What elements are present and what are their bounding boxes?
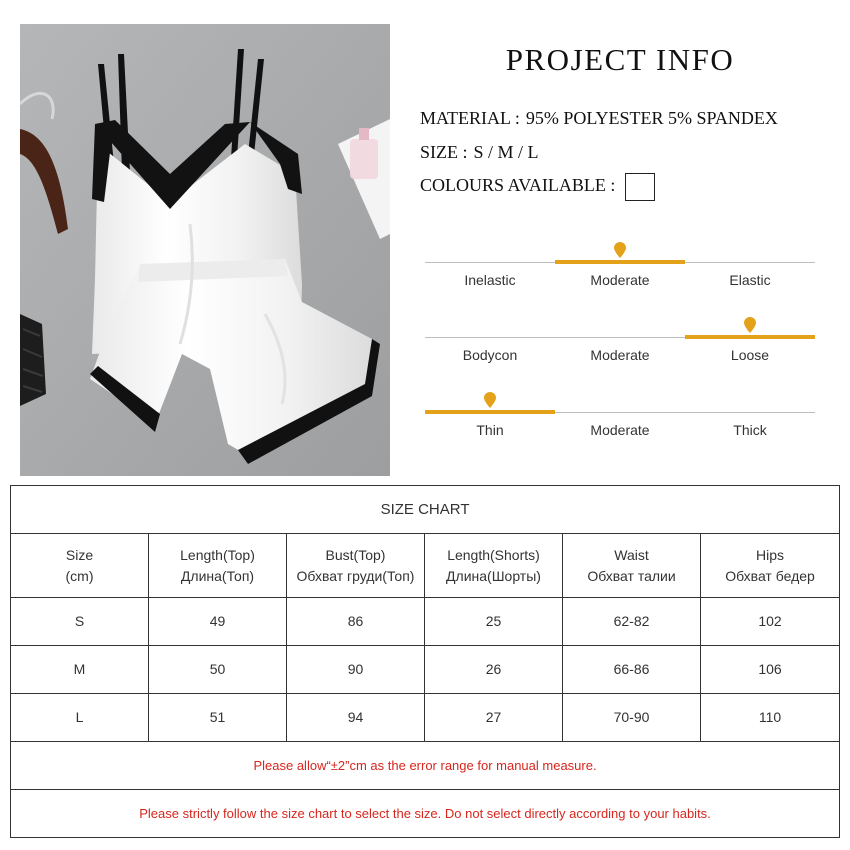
scale-label-low: Thin (476, 422, 504, 438)
table-cell: S (11, 598, 149, 646)
location-pin-icon (744, 317, 756, 333)
scale-label-mid: Moderate (590, 422, 650, 438)
header-en: Size (65, 546, 94, 563)
header-cell-hips (701, 534, 840, 598)
table-cell: 110 (701, 694, 840, 742)
header-en: Waist (614, 546, 649, 563)
size-chart-title: SIZE CHART (11, 486, 840, 534)
table-cell: 50 (149, 646, 287, 694)
scale-label-high: Loose (730, 347, 770, 363)
product-photo (20, 24, 390, 476)
material-label: MATERIAL : (420, 108, 520, 128)
material-value: 95% POLYESTER 5% SPANDEX (525, 108, 778, 128)
scale-label-low: Inelastic (464, 272, 516, 288)
table-cell: 70-90 (563, 694, 701, 742)
fit-scale (425, 337, 815, 377)
material-line (420, 108, 778, 129)
scale-label-low: Bodycon (462, 347, 518, 363)
header-ru: (cm) (65, 567, 94, 584)
header-ru: Длина(Шорты) (446, 567, 541, 584)
table-cell: M (11, 646, 149, 694)
header-en: Length(Shorts) (447, 546, 540, 563)
table-row (11, 598, 840, 646)
table-cell: L (11, 694, 149, 742)
header-ru: Обхват груди(Топ) (296, 567, 415, 584)
size-chart-title-row (11, 486, 840, 534)
scale-highlight (425, 410, 555, 414)
colours-label: COLOURS AVAILABLE : (420, 175, 616, 196)
pajama-set-illustration (20, 24, 390, 476)
size-value: S / M / L (473, 142, 539, 162)
measurement-note-row (11, 742, 840, 790)
table-cell: 51 (149, 694, 287, 742)
size-advice-row (11, 790, 840, 838)
table-cell: 26 (425, 646, 563, 694)
colour-swatch-white[interactable] (625, 173, 655, 201)
table-cell: 27 (425, 694, 563, 742)
colours-line (420, 173, 655, 201)
size-label: SIZE : (420, 142, 468, 162)
scale-label-mid: Moderate (590, 272, 650, 288)
table-cell: 86 (287, 598, 425, 646)
thickness-scale (425, 412, 815, 452)
scale-label-high: Thick (733, 422, 767, 438)
scale-label-mid: Moderate (590, 347, 650, 363)
location-pin-icon (614, 242, 626, 258)
table-row (11, 646, 840, 694)
location-pin-icon (484, 392, 496, 408)
header-en: Hips (756, 546, 785, 563)
table-cell: 102 (701, 598, 840, 646)
size-chart-table (10, 485, 840, 838)
header-ru: Обхват бедер (725, 567, 815, 584)
measurement-error-note: Please allow“±2”cm as the error range for manual measure. (11, 742, 840, 790)
size-line (420, 142, 539, 163)
table-cell: 49 (149, 598, 287, 646)
table-cell: 94 (287, 694, 425, 742)
scale-highlight (555, 260, 685, 264)
header-cell-waist (563, 534, 701, 598)
elasticity-scale (425, 262, 815, 302)
table-cell: 62-82 (563, 598, 701, 646)
header-en: Bust(Top) (325, 546, 386, 563)
scale-highlight (685, 335, 815, 339)
header-cell-length-top (149, 534, 287, 598)
project-info-title: PROJECT INFO (505, 42, 735, 77)
table-cell: 90 (287, 646, 425, 694)
table-cell: 25 (425, 598, 563, 646)
table-cell: 106 (701, 646, 840, 694)
header-ru: Длина(Топ) (180, 567, 255, 584)
header-cell-bust-top (287, 534, 425, 598)
header-ru: Обхват талии (587, 567, 676, 584)
header-cell-length-shorts (425, 534, 563, 598)
table-cell: 66-86 (563, 646, 701, 694)
table-row (11, 694, 840, 742)
size-advice-note: Please strictly follow the size chart to select the size. Do not select directly according to your habits. (11, 790, 840, 838)
scale-label-high: Elastic (729, 272, 771, 288)
header-cell-size (11, 534, 149, 598)
table-header-row (11, 534, 840, 598)
header-en: Length(Top) (180, 546, 255, 563)
